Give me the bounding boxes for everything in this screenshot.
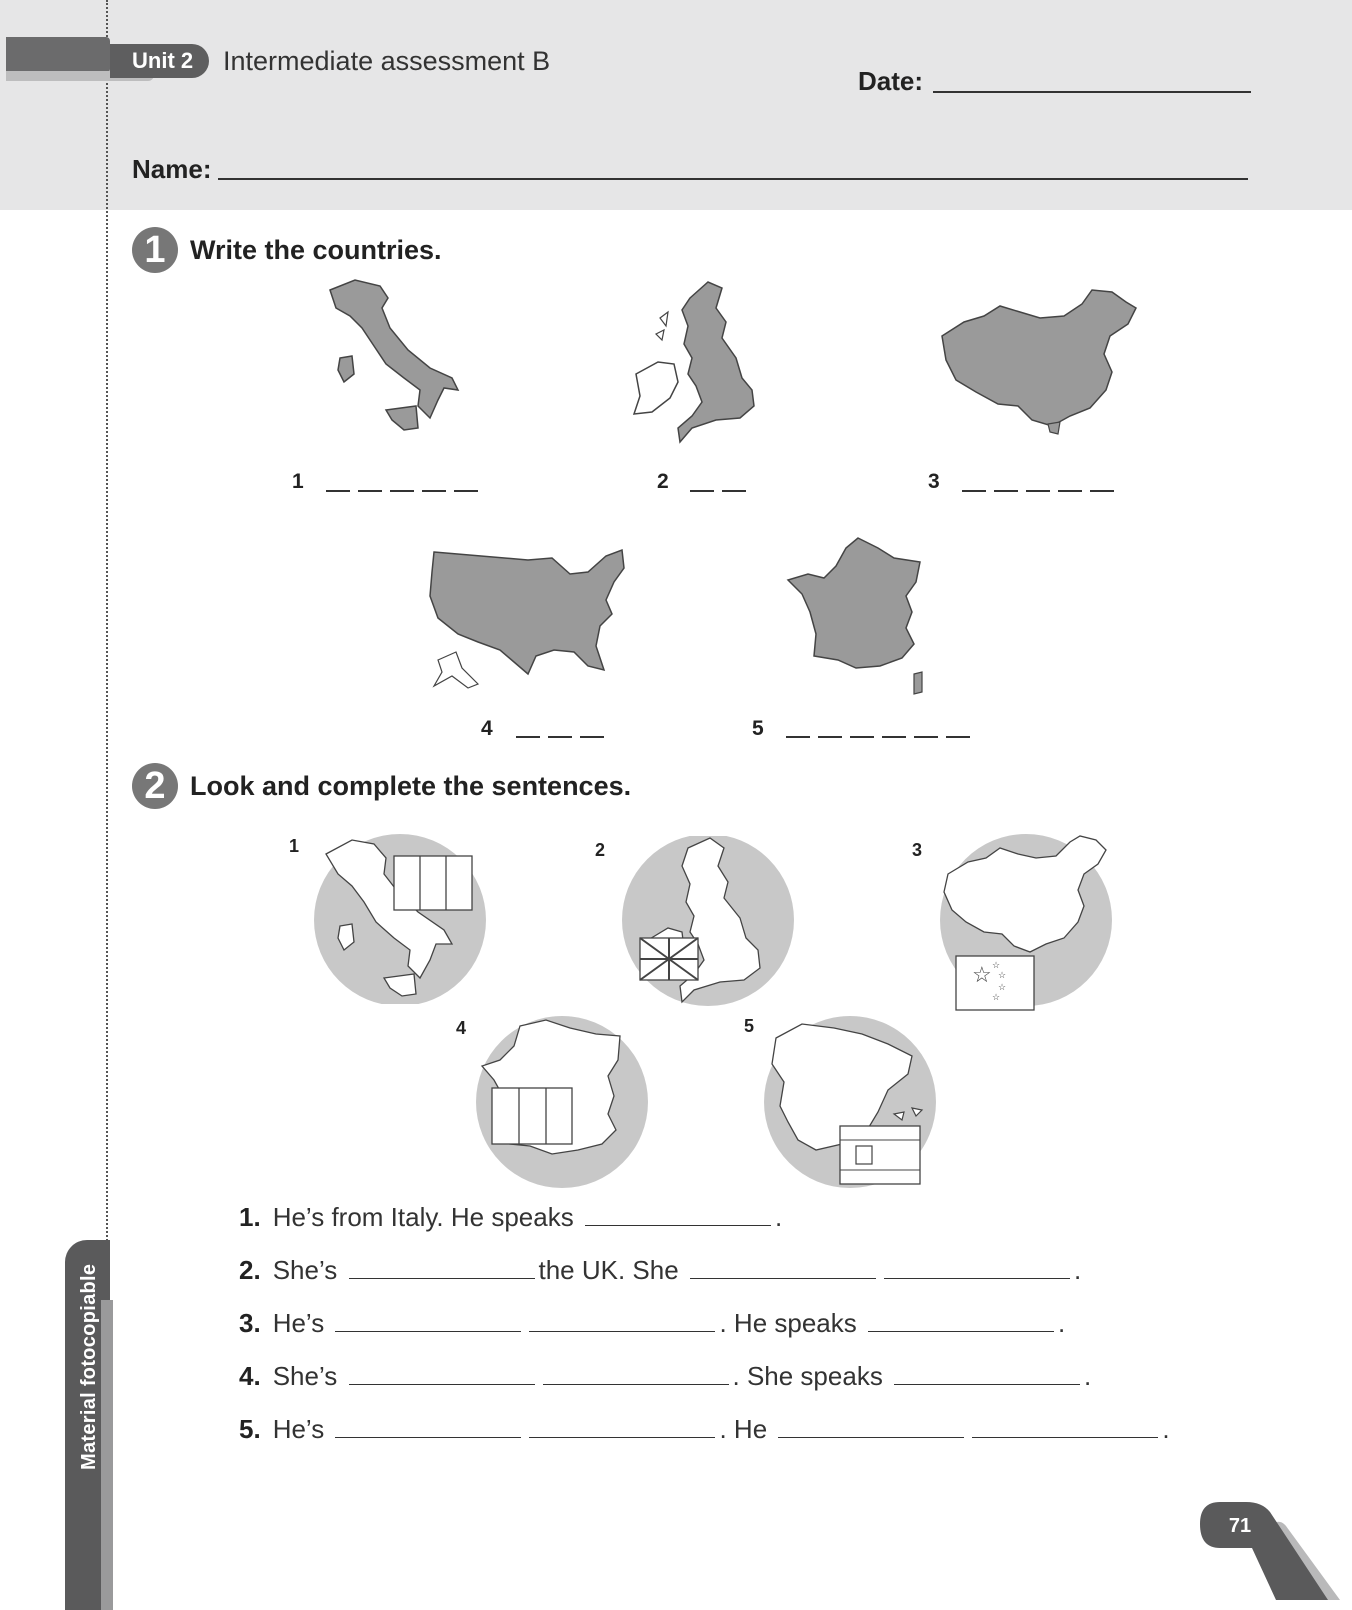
spain-globe-icon: [762, 1016, 942, 1196]
answer-blank[interactable]: [529, 1415, 715, 1438]
answer-blank[interactable]: [335, 1309, 521, 1332]
answer-blank[interactable]: [543, 1362, 729, 1385]
sentence-5: [239, 1412, 1170, 1446]
sentence-text: . She speaks: [732, 1361, 883, 1391]
usa-map-icon: [428, 548, 638, 708]
sentence-3: [239, 1306, 1065, 1340]
uk-globe-icon: [620, 836, 800, 1010]
answer-blank[interactable]: [894, 1362, 1080, 1385]
sentence-4: [239, 1359, 1091, 1393]
answer-blank[interactable]: [884, 1256, 1070, 1279]
sentence-number: 2.: [239, 1255, 261, 1285]
sentence-text: .: [1084, 1361, 1092, 1391]
globe-5-number: 5: [744, 1016, 755, 1036]
country-5-number: 5: [752, 717, 764, 740]
sentence-text: . He speaks: [719, 1308, 857, 1338]
svg-text:☆: ☆: [992, 960, 1001, 970]
sentence-text: .: [774, 1202, 783, 1232]
sentence-number: 4.: [239, 1361, 261, 1391]
exercise-1-number: 1: [132, 227, 178, 273]
country-3-number: 3: [928, 470, 940, 493]
exercise-2-number: 2: [132, 763, 178, 809]
country-3-blanks[interactable]: [962, 490, 1114, 492]
france-globe-icon: [474, 1016, 654, 1192]
name-field[interactable]: [218, 178, 1248, 180]
sentence-text: .: [1162, 1414, 1170, 1444]
exercise-1-title: Write the countries.: [190, 235, 442, 265]
sentence-text: He’s: [272, 1308, 325, 1338]
country-2-number: 2: [657, 470, 669, 493]
sentence-text: She’s: [272, 1255, 338, 1285]
italy-map-icon: [320, 278, 470, 443]
globe-4-number: 4: [456, 1018, 467, 1038]
answer-blank[interactable]: [335, 1415, 521, 1438]
country-4-number: 4: [481, 717, 493, 740]
svg-text:☆: ☆: [992, 992, 1001, 1002]
uk-map-icon: [630, 278, 770, 448]
france-map-icon: [786, 536, 936, 706]
answer-blank[interactable]: [529, 1309, 715, 1332]
answer-blank[interactable]: [349, 1362, 535, 1385]
country-1-number: 1: [292, 470, 304, 493]
china-globe-icon: [938, 834, 1118, 1014]
country-4-blanks[interactable]: [516, 736, 604, 738]
svg-text:☆: ☆: [998, 982, 1007, 992]
unit-tab-decoration: [6, 37, 110, 73]
sentence-number: 3.: [239, 1308, 261, 1338]
country-1-blanks[interactable]: [326, 490, 478, 492]
globe-1-number: 1: [289, 836, 300, 856]
unit-label: Unit 2: [110, 44, 209, 78]
italy-globe-icon: [312, 834, 492, 1004]
sentence-number: 1.: [239, 1202, 261, 1232]
globe-3-number: 3: [912, 840, 923, 860]
sentence-text: He’s from Italy. He speaks: [272, 1202, 574, 1232]
answer-blank[interactable]: [349, 1256, 535, 1279]
sentence-text: She’s: [272, 1361, 338, 1391]
date-label: Date:: [858, 66, 924, 96]
date-field[interactable]: [933, 91, 1251, 93]
photocopiable-label: Material fotocopiable: [78, 1263, 100, 1470]
svg-text:☆: ☆: [972, 962, 992, 987]
answer-blank[interactable]: [778, 1415, 964, 1438]
china-map-icon: [940, 288, 1140, 438]
sentence-text: .: [1073, 1255, 1082, 1285]
sentence-2: [239, 1253, 1081, 1287]
sentence-1: [239, 1200, 782, 1234]
globe-2-number: 2: [595, 840, 606, 860]
sentence-text: . He: [719, 1414, 768, 1444]
exercise-2-title: Look and complete the sentences.: [190, 771, 632, 801]
sentence-number: 5.: [239, 1414, 261, 1444]
sentence-text: .: [1058, 1308, 1066, 1338]
svg-text:☆: ☆: [998, 970, 1007, 980]
answer-blank[interactable]: [585, 1203, 771, 1226]
page-number: 71: [1228, 1515, 1252, 1537]
answer-blank[interactable]: [868, 1309, 1054, 1332]
photocopiable-tab-shade: [101, 1300, 113, 1610]
country-2-blanks[interactable]: [690, 490, 746, 492]
country-5-blanks[interactable]: [786, 736, 970, 738]
sentence-text: He’s: [272, 1414, 325, 1444]
answer-blank[interactable]: [972, 1415, 1158, 1438]
assessment-title: Intermediate assessment B: [223, 46, 551, 76]
name-label: Name:: [132, 154, 212, 184]
sentence-text: the UK. She: [538, 1255, 679, 1285]
answer-blank[interactable]: [690, 1256, 876, 1279]
